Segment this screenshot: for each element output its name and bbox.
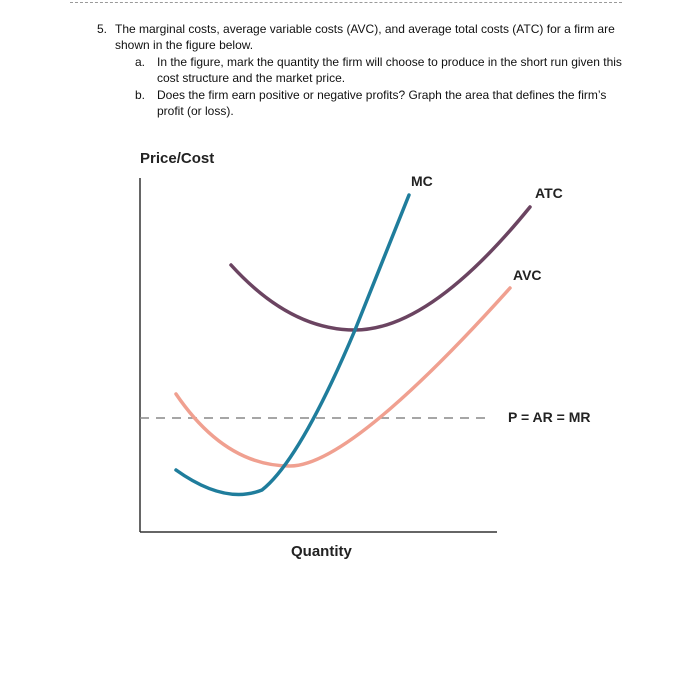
part-b-letter: b. bbox=[135, 88, 146, 102]
price-line-label: P = AR = MR bbox=[508, 409, 591, 425]
part-a-letter: a. bbox=[135, 55, 146, 69]
part-b-text: Does the firm earn positive or negative profits? Graph the area that defines the firm’s profit (or loss). bbox=[157, 88, 607, 118]
question-number: 5. bbox=[97, 22, 108, 36]
avc-curve bbox=[176, 288, 510, 466]
avc-label: AVC bbox=[513, 267, 542, 283]
mc-label: MC bbox=[411, 173, 433, 189]
mc-curve bbox=[176, 195, 409, 495]
part-a-text: In the figure, mark the quantity the firm will choose to produce in the short run given this cost structure and the market price. bbox=[157, 55, 622, 85]
atc-label: ATC bbox=[535, 185, 563, 201]
y-axis-label: Price/Cost bbox=[140, 150, 215, 167]
x-axis-label: Quantity bbox=[291, 543, 352, 560]
question-text: The marginal costs, average variable costs (AVC), and average total costs (ATC) for a firm are shown in the figure below. bbox=[115, 22, 615, 52]
